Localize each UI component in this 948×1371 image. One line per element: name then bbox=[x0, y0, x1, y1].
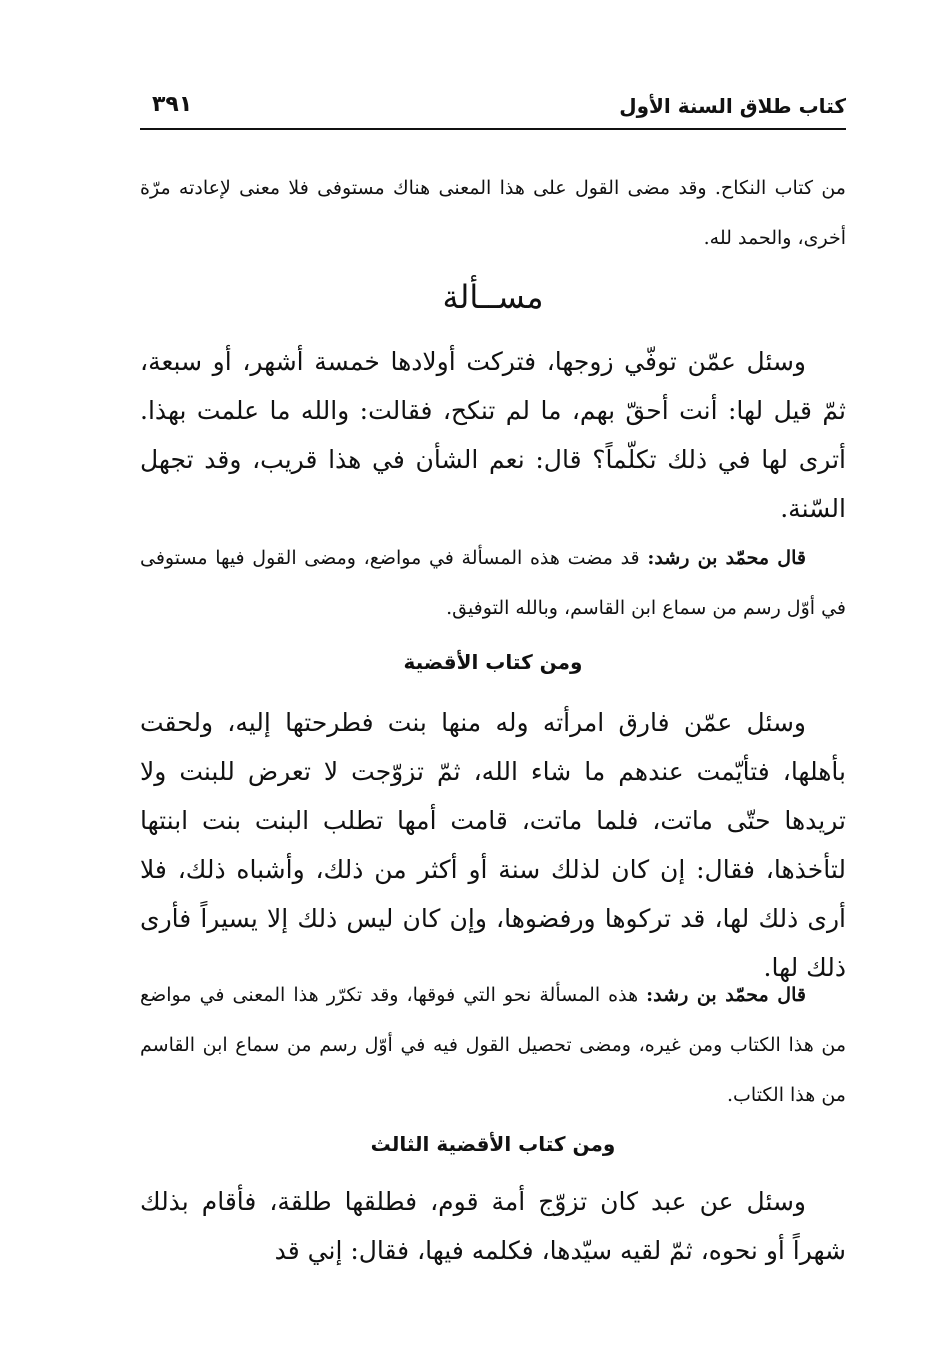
intro-paragraph: من كتاب النكاح. وقد مضى القول على هذا المعنى هناك مستوفى فلا معنى لإعادته مرّة أخرى، والحمد لله. bbox=[140, 177, 846, 249]
question-paragraph-2 bbox=[140, 698, 846, 992]
commentary-paragraph-2 bbox=[140, 970, 846, 1120]
question-paragraph-3 bbox=[140, 1177, 846, 1275]
commentary-lead-1: قال محمّد بن رشد: bbox=[647, 547, 806, 569]
book-page bbox=[140, 0, 846, 1371]
commentary-paragraph-1 bbox=[140, 533, 846, 633]
section-heading-qadaya-third: ومن كتاب الأقضية الثالث bbox=[370, 1132, 616, 1156]
running-header bbox=[140, 86, 846, 126]
question-paragraph-1 bbox=[140, 337, 846, 533]
section-heading-qadaya: ومن كتاب الأقضية bbox=[403, 650, 583, 674]
commentary-text-2: هذه المسألة نحو التي فوقها، وقد تكرّر هذا المعنى في مواضع من هذا الكتاب ومن غيره، ومضى تحصيل القول فيه في أوّل رسم من سماع ابن القاسم من هذا الكتاب. bbox=[140, 984, 846, 1106]
running-title: كتاب طلاق السنة الأول bbox=[619, 94, 846, 118]
commentary-text-1: قد مضت هذه المسألة في مواضع، ومضى القول فيها مستوفى في أوّل رسم من سماع ابن القاسم، وبالله التوفيق. bbox=[140, 547, 846, 619]
question-text-1: وسئل عمّن توفّي زوجها، فتركت أولادها خمسة أشهر، أو سبعة، ثمّ قيل لها: أنت أحقّ بهم، ما لم تنكح، فقالت: والله ما علمت بهذا. أترى لها في ذلك تكلّماً؟ قال: نعم الشأن في هذا قريب، وقد تجهل السّنة. bbox=[140, 347, 846, 523]
question-text-2: وسئل عمّن فارق امرأته وله منها بنت فطرحتها إليه، ولحقت بأهلها، فتأيّمت عندهم ما شاء الله، ثمّ تزوّجت لا تعرض للبنت ولا تريدها حتّى ماتت، فلما ماتت، قامت أمها تطلب البنت بنت ابنتها لتأخذها، فقال: إن كان لذلك سنة أو أكثر من ذلك، وأشباه ذلك، فلا أرى ذلك لها، قد تركوها ورفضوها، وإن كان ليس ذلك إلا يسيراً فأرى ذلك لها. bbox=[140, 708, 846, 982]
commentary-lead-2: قال محمّد بن رشد: bbox=[646, 984, 806, 1006]
masala-heading: مســألة bbox=[442, 278, 544, 316]
page-number: ٣٩١ bbox=[152, 92, 193, 117]
header-rule bbox=[140, 128, 846, 130]
question-text-3: وسئل عن عبد كان تزوّج أمة قوم، فطلقها طلقة، فأقام بذلك شهراً أو نحوه، ثمّ لقيه سيّدها، فكلمه فيها، فقال: إني قد bbox=[140, 1187, 846, 1265]
